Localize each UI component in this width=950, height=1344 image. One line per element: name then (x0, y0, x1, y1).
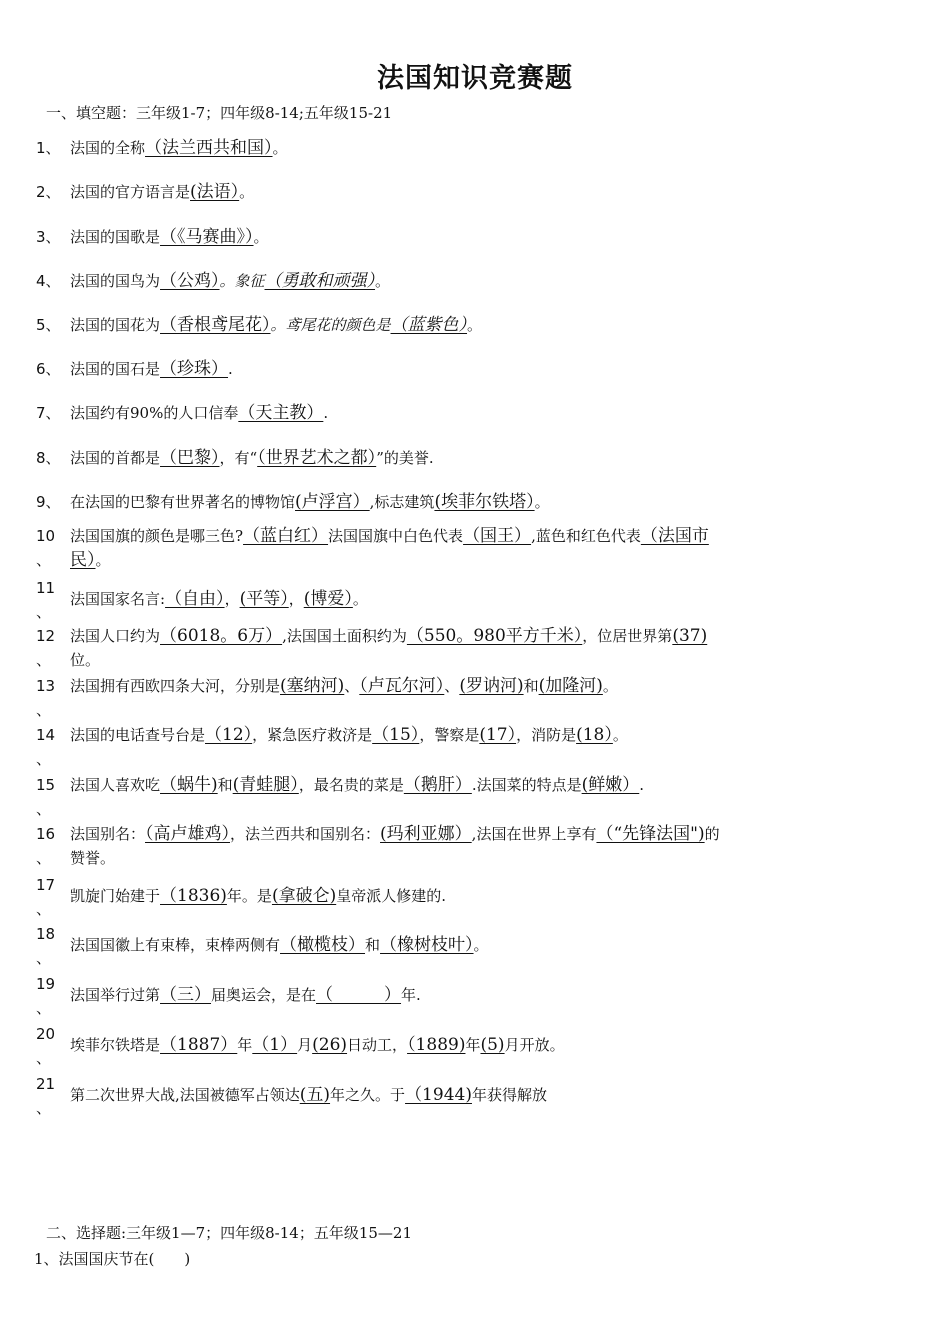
answer-blank: （ ） (316, 985, 402, 1005)
question-number: 6、 (36, 360, 61, 378)
answer: （国王） (463, 526, 532, 546)
answer: （1944) (405, 1085, 472, 1105)
page-title: 法国知识竞赛题 (377, 63, 573, 94)
answer: (37) (672, 626, 708, 646)
question-number: 18 、 (36, 925, 56, 967)
answer: （珍珠） (160, 359, 229, 379)
answer: （天主教） (238, 403, 324, 423)
answer: (法语） (190, 182, 240, 202)
question-number: 14 、 (36, 726, 56, 768)
question-number: 13 、 (36, 677, 56, 719)
answer: （12） (205, 725, 253, 745)
answer: （勇敢和顽强） (264, 271, 376, 291)
answer: (18） (576, 725, 613, 745)
answer: （卢瓦尔河） (359, 676, 445, 696)
answer: （1） (252, 1035, 298, 1055)
question-number: 17 、 (36, 876, 56, 918)
answer: (17） (479, 725, 517, 745)
answer: （三） (160, 985, 212, 1005)
document-page: 法国知识竞赛题 一、填空题：三年级1-7；四年级8-14;五年级15-21 1、 法国的全称（法兰西共和国）。 2、 法国的官方语言是(法语）。 3、 法国的国歌是（《马赛曲》）。 4、 法国的国鸟为（公鸡）。象征（勇敢和顽强）。 5、 法国的国花为（香根鸢尾花）。鸢尾花的颜色是（蓝紫色）。 6、 法国的国石是（珍珠）. 7、 法国约有90%的人口信奉（天主教）. 8、 法国的首都是（巴黎），有“（世界艺术之都）”的美誉. 9、 在法国的巴黎有世界著名的博物馆(卢浮宫）,标志建筑(埃菲尔铁塔）。 10 、 法国国旗的颜色是哪三色?（蓝白红）法国国旗中白色代表（国王）,蓝色和红色代表（法国市民）。 11 、 法国国家名言:（自由），(平等），(博爱）。 12 、 法国人口约为（6018。6万）,法国国土面积约为（550。980平方千米），位居世界第(37)位。 13 、 法国拥有西欧四条大河，分别是(塞纳河)、（卢瓦尔河）、(罗讷河)和(加隆河)。 14 、 法国的电话查号台是（12），紧急医疗救济是（15），警察是(17），消防是(18）。 15 、 法国人喜欢吃（蜗牛)和(青蛙腿），最名贵的菜是（鹅肝）.法国菜的特点是(鲜嫩）. 16 、 法国别名：（高卢雄鸡），法兰西共和国别名：(玛利亚娜）,法国在世界上享有（“先锋法国")的赞誉。 17 、 凯旋门始建于（1836)年。是(拿破仑)皇帝派人修建的. 18 、 法国国徽上有束棒，束棒两侧有（橄榄枝）和（橡树枝叶）。 19 、 法国举行过第（三）届奥运会，是在（ ）年. 20 、 埃菲尔铁塔是（1887）年（1）月(26)日动工，（1889)年(5)月开放。 21 、 第二次世界大战,法国被德军占领达(五)年之久。于（1944)年获得解放 二、选择题:三年级1—7；四年级8-14；五年级15—21 1、法国国庆节在( ) (0, 0, 950, 1344)
answer: (五) (299, 1085, 331, 1105)
answer: （公鸡） (160, 271, 220, 291)
question-number: 21 、 (36, 1075, 56, 1117)
question-number: 7、 (36, 404, 61, 422)
answer: （香根鸢尾花） (160, 315, 271, 335)
section-choice-heading: 二、选择题:三年级1—7；四年级8-14；五年级15—21 (46, 1224, 413, 1242)
question-number: 5、 (36, 316, 61, 334)
answer: （法兰西共和国） (145, 138, 273, 158)
question-number: 9、 (36, 493, 61, 511)
answer: (罗讷河) (459, 676, 524, 696)
answer: （蜗牛) (160, 775, 218, 795)
question-number: 12 、 (36, 627, 56, 669)
answer: （橡树枝叶） (380, 935, 474, 955)
answer: （550。980平方千米） (406, 626, 583, 646)
question-number: 8、 (36, 449, 61, 467)
question-number: 19 、 (36, 975, 56, 1017)
answer: (卢浮宫） (295, 492, 370, 512)
answer: (鲜嫩） (581, 775, 640, 795)
answer: (玛利亚娜） (380, 824, 472, 844)
answer: （“先锋法国") (596, 824, 705, 844)
answer: （蓝紫色） (390, 315, 468, 335)
answer: (青蛙腿） (232, 775, 299, 795)
answer: (加隆河) (538, 676, 603, 696)
question-number: 1、 (36, 139, 61, 157)
question-number: 1、 (34, 1250, 59, 1268)
question-number: 15 、 (36, 776, 56, 818)
answer: （15） (372, 725, 420, 745)
answer: （世界艺术之都） (257, 448, 377, 468)
answer: (博爱） (303, 589, 353, 609)
section-fill-in-heading: 一、填空题：三年级1-7；四年级8-14;五年级15-21 (46, 104, 393, 122)
answer: （蓝白红） (243, 526, 329, 546)
question-number: 2、 (36, 183, 61, 201)
answer: (26) (312, 1035, 348, 1055)
answer: (拿破仑) (271, 886, 337, 906)
answer: （法国市民） (70, 526, 709, 570)
answer: （巴黎） (160, 448, 220, 468)
answer: （高卢雄鸡） (145, 824, 231, 844)
answer: （6018。6万） (160, 626, 283, 646)
answer: （1836) (160, 886, 227, 906)
answer: (塞纳河) (280, 676, 345, 696)
answer: （鹅肝） (403, 775, 472, 795)
question-number: 16 、 (36, 825, 56, 867)
question-number: 4、 (36, 272, 61, 290)
answer: (埃菲尔铁塔） (434, 492, 535, 512)
question-number: 11 、 (36, 579, 56, 621)
answer: （1887） (160, 1035, 238, 1055)
answer: （1889) (407, 1035, 466, 1055)
answer: (5) (480, 1035, 505, 1055)
answer: （橄榄枝） (280, 935, 366, 955)
answer: (平等） (239, 589, 289, 609)
question-number: 10 、 (36, 527, 56, 569)
question-number: 20 、 (36, 1025, 56, 1067)
answer: （《马赛曲》） (160, 227, 254, 247)
question-number: 3、 (36, 228, 61, 246)
answer: （自由） (165, 589, 225, 609)
